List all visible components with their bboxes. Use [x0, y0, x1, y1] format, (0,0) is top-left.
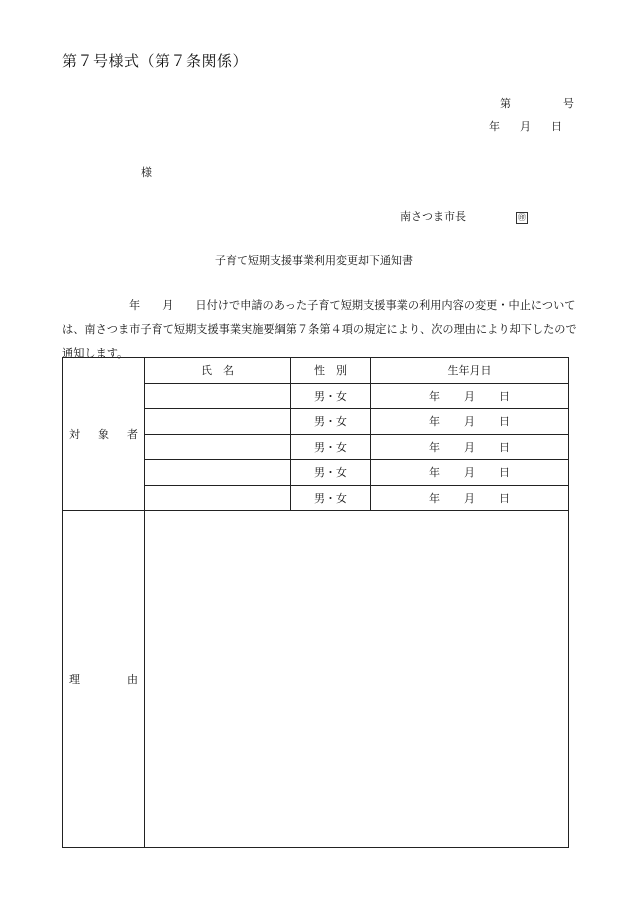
birthdate-field[interactable]	[371, 409, 569, 435]
reason-label-cell	[63, 511, 145, 848]
gender-field[interactable]: 男・女	[291, 460, 371, 486]
birth-month: 月	[464, 415, 475, 429]
body-line-3: 通知します。	[62, 347, 129, 360]
document-number	[500, 95, 574, 111]
birthdate-field[interactable]	[371, 434, 569, 460]
birth-day: 日	[499, 389, 510, 403]
reason-label-char-2: 由	[127, 673, 138, 686]
gender-field[interactable]: 男・女	[291, 434, 371, 460]
issuer-name: 南さつま市長	[400, 210, 466, 223]
birth-day: 日	[499, 466, 510, 480]
addressee-honorific: 様	[141, 166, 152, 179]
subject-table	[62, 357, 569, 848]
subject-label-cell	[63, 358, 145, 511]
birth-month: 月	[464, 491, 475, 505]
name-field[interactable]	[145, 485, 291, 511]
issue-date-month: 月	[520, 120, 531, 133]
doc-number-prefix: 第	[500, 97, 511, 110]
name-field[interactable]	[145, 460, 291, 486]
body-year: 年	[129, 299, 141, 312]
birth-year: 年	[429, 440, 440, 454]
document-title: 子育て短期支援事業利用変更却下通知書	[215, 254, 413, 267]
birth-year: 年	[429, 389, 440, 403]
subject-label-char-2: 象	[98, 428, 109, 441]
table-header-row	[63, 358, 569, 384]
subject-label-char-3: 者	[127, 428, 138, 441]
birth-month: 月	[464, 440, 475, 454]
issue-date-year: 年	[489, 120, 500, 133]
birth-day: 日	[499, 415, 510, 429]
gender-field[interactable]: 男・女	[291, 409, 371, 435]
header-birthdate: 生年月日	[371, 358, 569, 384]
reason-field[interactable]	[145, 511, 569, 848]
birth-year: 年	[429, 466, 440, 480]
subject-label	[63, 426, 144, 442]
body-text	[62, 294, 577, 366]
birthdate-field[interactable]	[371, 383, 569, 409]
birth-month: 月	[464, 389, 475, 403]
seal-icon: ㊞	[518, 213, 526, 222]
birth-month: 月	[464, 466, 475, 480]
body-line-1	[62, 294, 576, 318]
issue-date-day: 日	[551, 120, 562, 133]
reason-row	[63, 511, 569, 848]
gender-field[interactable]: 男・女	[291, 485, 371, 511]
body-line-2: は、南さつま市子育て短期支援事業実施要綱第７条第４項の規定により、次の理由により却下したので	[62, 323, 577, 336]
subject-label-char-1: 対	[69, 428, 80, 441]
doc-number-suffix: 号	[563, 97, 574, 110]
issuer	[400, 208, 528, 224]
body-line-1-rest: 日付けで申請のあった子育て短期支援事業の利用内容の変更・中止について	[195, 299, 576, 312]
form-number: 第７号様式（第７条関係）	[62, 52, 249, 70]
birth-year: 年	[429, 491, 440, 505]
birth-day: 日	[499, 491, 510, 505]
reason-label-char-1: 理	[69, 673, 80, 686]
name-field[interactable]	[145, 434, 291, 460]
birth-day: 日	[499, 440, 510, 454]
name-field[interactable]	[145, 383, 291, 409]
reason-label	[63, 671, 144, 687]
name-field[interactable]	[145, 409, 291, 435]
issue-date	[489, 118, 562, 134]
header-gender: 性 別	[291, 358, 371, 384]
birth-year: 年	[429, 415, 440, 429]
gender-field[interactable]: 男・女	[291, 383, 371, 409]
birthdate-field[interactable]	[371, 485, 569, 511]
body-month: 月	[162, 299, 174, 312]
header-name: 氏 名	[145, 358, 291, 384]
birthdate-field[interactable]	[371, 460, 569, 486]
